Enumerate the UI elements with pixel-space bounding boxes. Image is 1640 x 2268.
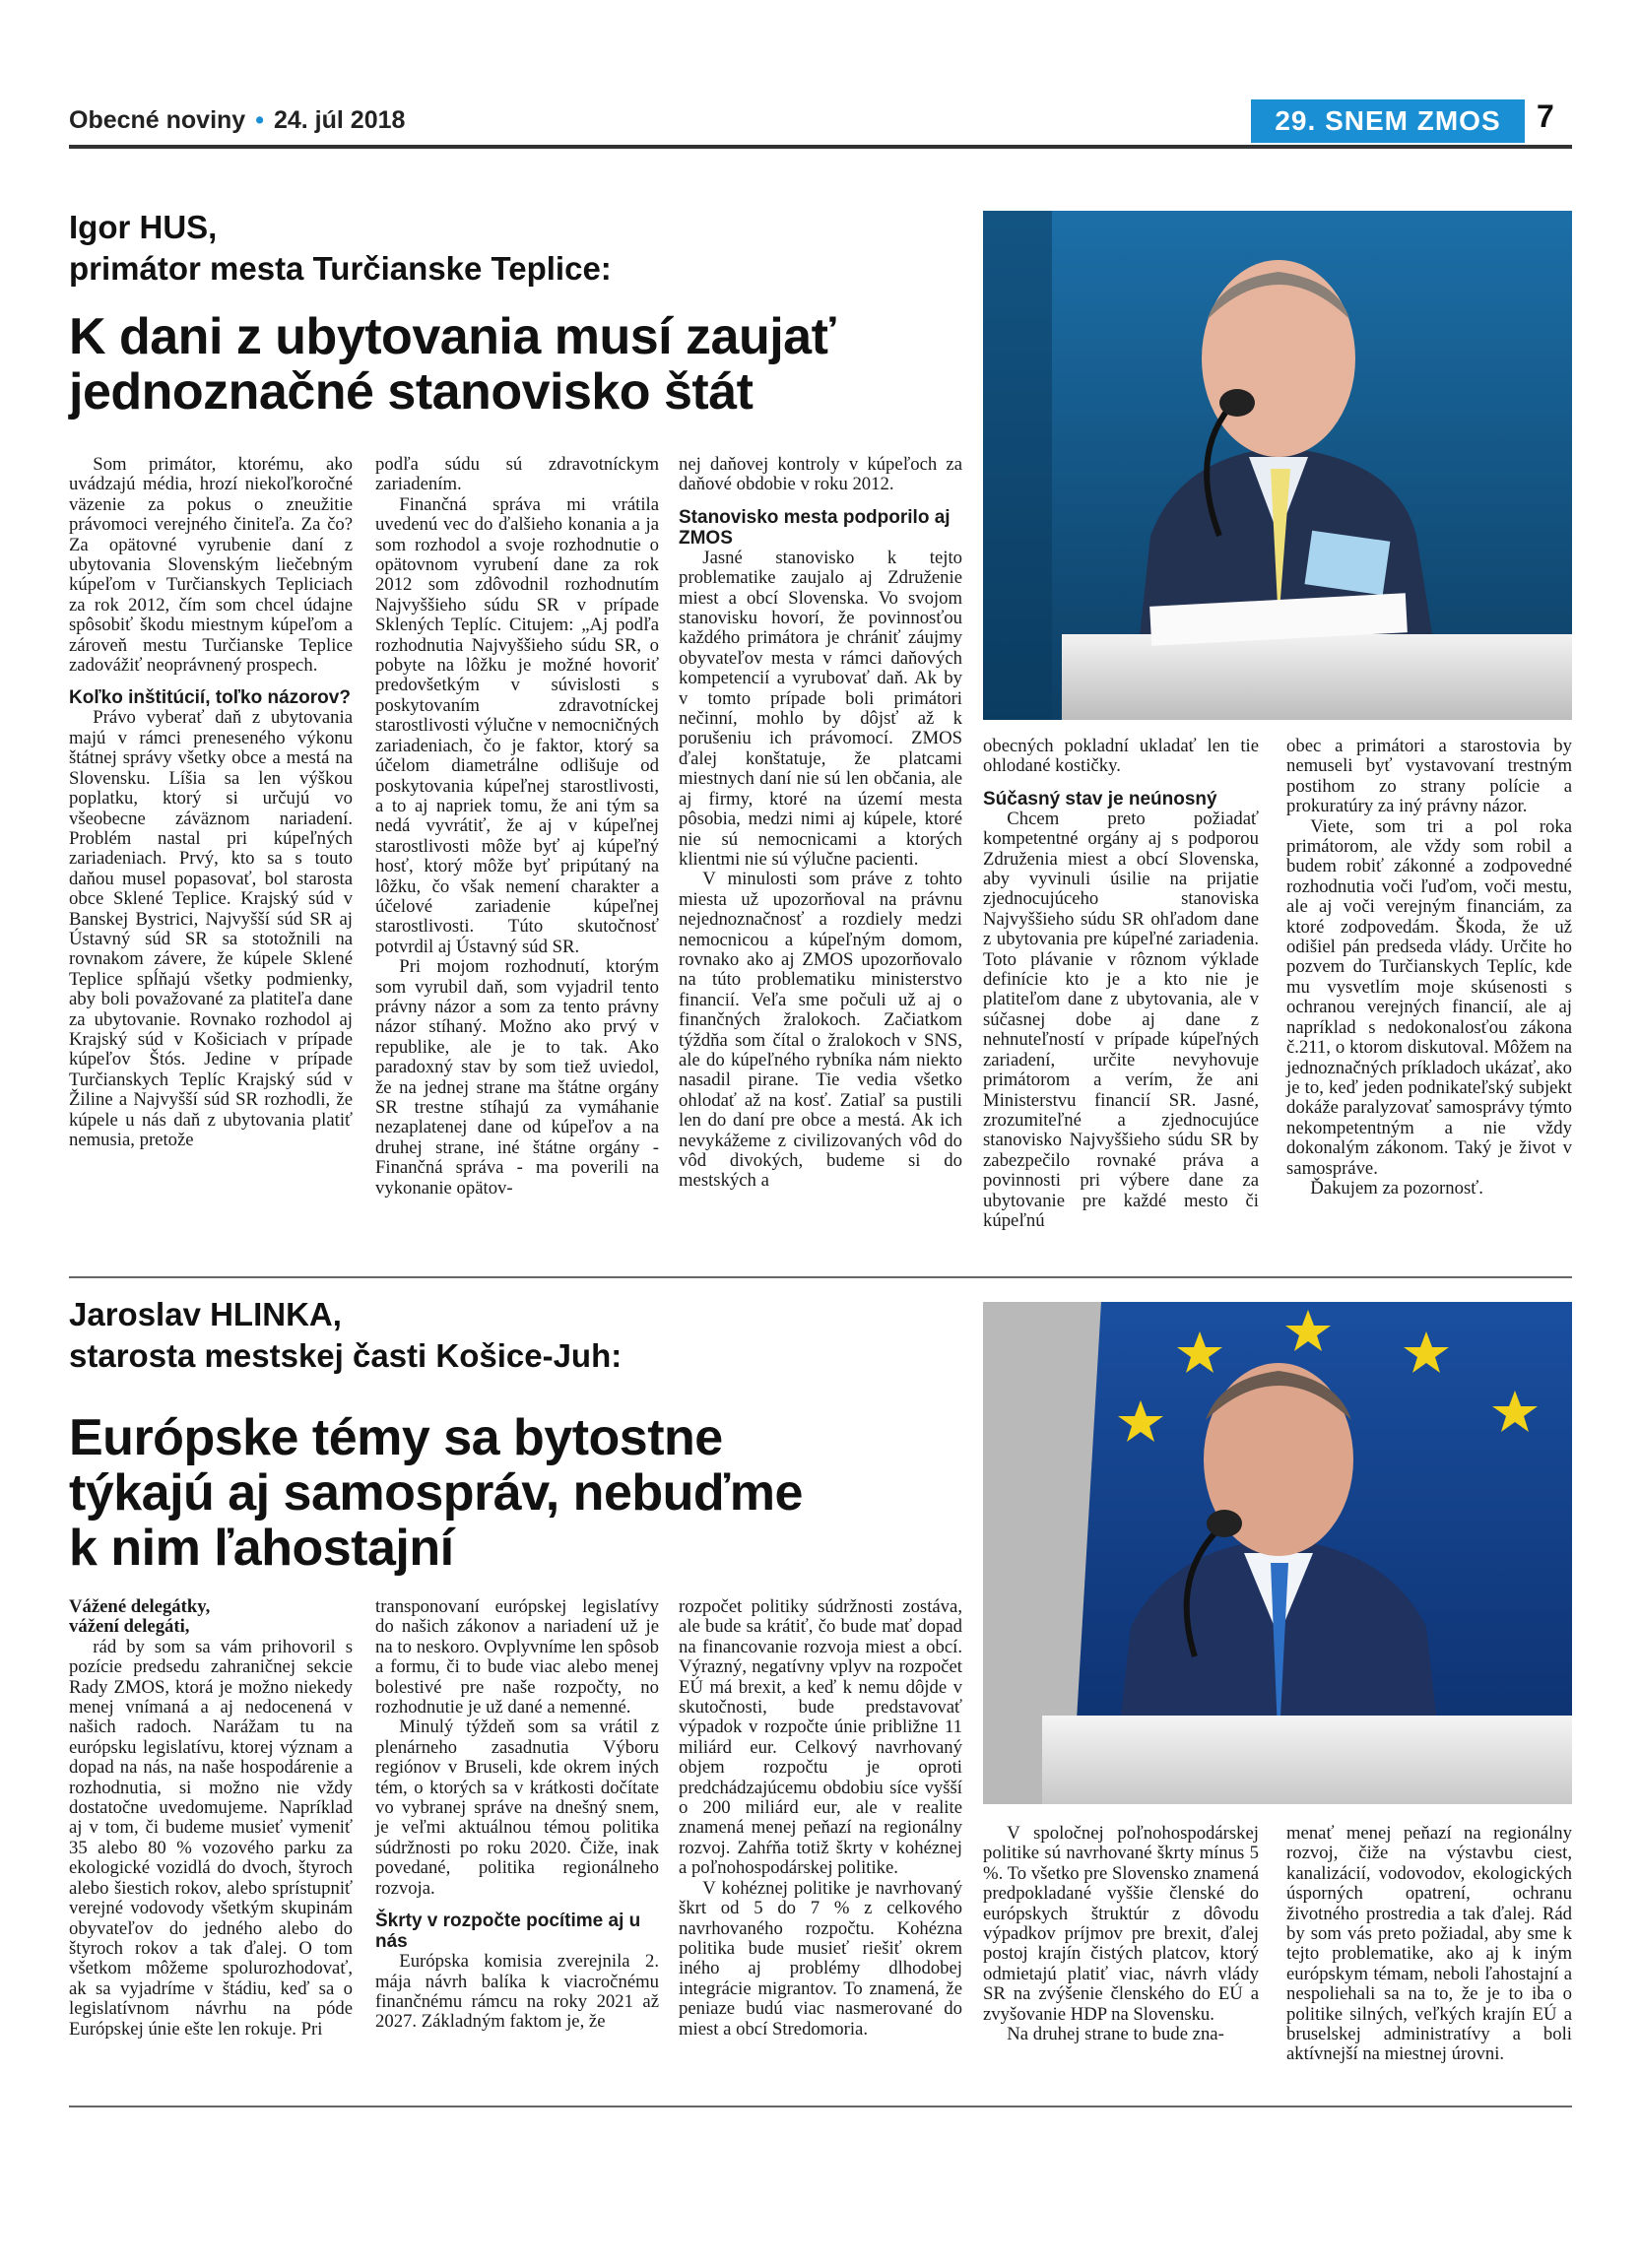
paragraph: Ďakujem za pozornosť.	[1310, 1177, 1483, 1199]
article2-column-1	[69, 1597, 353, 2040]
paragraph: V minulosti som práve z tohto miesta už upozorňoval na právnu nejednoznačnosť a rozdiely medzi nemocnicou a kúpeľným domom, rovnako ako aj ZMOS upozorňovalo na túto problematiku ministerstvo financií. Veľa sme počuli už aj o finančných žralokoch. Začiatkom týždňa som čítal o žralokoch v SNS, ale do kúpeľného rybníka nám niekto nasadil pirane. Tie vedia všetko ohlodať až na kosť. Zatiaľ sa pustili len do daní pre obce a mestá. Ak ich nevykážeme z civilizovaných vôd do vôd divokých, budeme si do mestských a	[679, 869, 962, 1192]
headline-line: K dani z ubytovania musí zaujať	[69, 308, 836, 365]
paragraph: Viete, som tri a pol roka primátorom, ale vždy som robil a budem robiť zákonné a zodpovedné rozhodnutia voči ľuďom, voči mestu, ale aj voči verejným financiám, za ktoré zodpovedám. Škoda, že už odišiel pán predseda vlády. Určite ho pozvem do Turčianskych Teplíc, kde mu vysvetlím moje skúsenosti s ochranou verejných financií, ale aj napríklad s nedokonalosťou zákona č.211, o ktorom diskutoval. Môžem na jednoznačných príkladoch ukázať, ako je to, keď jeden podnikateľský subjekt dokáže paralyzovať samosprávy týmto nekompetentným a nie vždy dokonalým zákonom. Taký je život v samospráve.	[1286, 815, 1572, 1179]
article1-speaker	[69, 207, 612, 290]
paragraph: obecných pokladní ukladať len tie ohlodané kostičky.	[983, 736, 1259, 777]
paragraph: Jasné stanovisko k tejto problematike zaujalo aj Združenie miest a obcí Slovenska. Vo svojom stanovisku hovorí, že povinnosťou každého primátora je chrániť záujmy obyvateľov mesta v rámci daňových kompetencií a vyrubovať daň. Ak by v tomto prípade boli primátori nečinní, mohlo by dôjsť až k porušeniu ich právomocí. ZMOS ďalej konštatuje, že platcami miestnych daní nie sú len občania, ale aj firmy, ktoré na území mesta pôsobia, medzi nimi aj kúpele, ktoré nie sú nemocnicami a ktorých klientmi nie sú výlučne pacienti.	[679, 547, 962, 870]
article1-headline	[69, 309, 835, 420]
speaker-role: primátor mesta Turčianske Teplice:	[69, 250, 612, 287]
headline-line: týkajú aj samospráv, nebuďme	[69, 1464, 803, 1522]
paragraph: nej daňovej kontroly v kúpeľoch za daňové obdobie v roku 2012.	[679, 454, 962, 495]
paragraph: rád by som sa vám prihovoril s pozície predsedu zahraničnej sekcie Rady ZMOS, ktorá je možno niekedy menej vnímaná a aj nedocenená v našich radoch. Narážam tu na európsku legislatívu, ktorej význam a dopad na nás, na naše hospodárenie a rozhodnutia, si možno nie vždy dostatočne uvedomujeme. Napríklad aj v tom, či budeme musieť vymeniť 35 alebo 80 % vozového parku za ekologické vozidlá do dvoch, štyroch alebo šiestich rokov, alebo sprístupniť verejné vodovody všetkým skupinám obyvateľov do jedného alebo do štyroch rokov a tak ďalej. O tom všetkom môžeme spolurozhodovať, ak sa vyjadríme v štádiu, keď sa o legislatívnom návrhu na póde Európskej únie ešte len rokuje. Pri	[69, 1636, 353, 2040]
paragraph: V kohéznej politike je navrhovaný škrt od 5 do 7 % z celkového navrhovaného rozpočtu. Kohézna politika bude musieť riešiť okrem iného aj problémy dlhodobej integrácie migrantov. To znamená, že peniaze budú viac nasmerované do miest a obcí Stredomoria.	[679, 1877, 962, 2040]
speaker-name: Igor HUS,	[69, 209, 218, 245]
article2-headline	[69, 1410, 803, 1576]
article1-column-3	[679, 455, 962, 1192]
publication-name: Obecné noviny	[69, 106, 246, 134]
article2-column-5	[1286, 1824, 1572, 2065]
article2-column-2	[375, 1597, 659, 2033]
paragraph: Právo vyberať daň z ubytovania majú v rámci preneseného výkonu štátnej správy všetky obce a mestá na Slovensku. Líšia sa len výškou poplatku, ktorý si určujú vo všeobecne záväznom nariadení. Problém nastal pri kúpeľných zariadeniach. Prvý, kto sa s touto daňou musel popasovať, bol starosta obce Sklené Teplice. Krajský súd v Banskej Bystrici, Najvyšší súd SR aj Ústavný súd SR sa stotožnili na rovnakom závere, že kúpele Sklené Teplice spĺňajú všetky podmienky, aby boli považované za platiteľa dane za ubytovanie. Rovnako rozhodol aj Krajský súd v Košiciach v prípade kúpeľov Štós. Jedine v prípade Turčianskych Teplíc Krajský súd v Žiline a Najvyšší súd SR rozhodli, že kúpele u nás daň z ubytovania platiť nemusia, pretože	[69, 707, 353, 1150]
paragraph: menať menej peňazí na regionálny rozvoj, čiže na výstavbu ciest, kanalizácií, vodovodov, ekologických úsporných opatrení, ochranu životného prostredia a tak ďalej. Rád by som vás preto požiadal, aby sme k tejto problematike, ako aj k iným európskym témam, neboli ľahostajní a nespoliehali sa na to, že je to iba o politike silných, veľkých krajín EÚ a bruselskej administratívy a boli aktívnejší na miestnej úrovni.	[1286, 1823, 1572, 2065]
paragraph: podľa súdu sú zdravotníckym zariadením.	[375, 454, 659, 495]
article2-speaker	[69, 1294, 622, 1377]
subheading: Škrty v rozpočte pocítime aj u nás	[375, 1911, 641, 1953]
page-number: 7	[1537, 98, 1554, 134]
salutation: Vážené delegátky,	[69, 1596, 211, 1617]
paragraph: obec a primátori a starostovia by nemuseli byť vystavovaní trestným postihom zo strany polície a prokuratúry za iný právny názor.	[1286, 736, 1572, 817]
headline-line: jednoznačné stanovisko štát	[69, 363, 754, 421]
article-separator	[69, 1276, 1572, 1278]
paragraph: Pri mojom rozhodnutí, ktorým som vyrubil daň, som vyjadril tento právny názor a som za tento právny názor stíhaný. Možno ako prvý v republike, ale je to tak. Ako paradoxný stav by som tiež uviedol, že na jednej strane ma štátne orgány SR trestne stíhajú za vymáhanie nezaplatenej dane od kúpeľov a na druhej strane, iné štátne orgány - Finančná správa - ma poverili na vykonanie opätov-	[375, 956, 659, 1199]
bottom-rule	[69, 2106, 1572, 2107]
subheading: Koľko inštitúcií, toľko názorov?	[69, 687, 351, 709]
subheading: Stanovisko mesta podporilo aj ZMOS	[679, 506, 951, 549]
paragraph: Minulý týždeň som sa vrátil z plenárneho zasadnutia Výboru regiónov v Bruseli, kde okrem iných tém, o ktorých sa v krátkosti dočítate vo vybranej správe na dnešný snem, je veľmi aktuálnou témou politika súdržnosti po roku 2020. Čiže, inak povedané, politika regionálneho rozvoja.	[375, 1717, 659, 1899]
subheading: Súčasný stav je neúnosný	[983, 788, 1217, 810]
paragraph: rozpočet politiky súdržnosti zostáva, ale bude sa krátiť, čo bude mať dopad na financovanie rozvoja miest a obcí. Výrazný, negatívny vplyv na rozpočet EÚ má brexit, a keď k nemu dôjde v skutočnosti, bude predstavovať výpadok v rozpočte únie približne 11 miliárd eur. Celkový navrhovaný objem rozpočtu je oproti predchádzajúcemu obdobiu síce vyšší o 200 miliárd eur, ale v realite znamená menej peňazí na regionálny rozvoj. Zahŕňa totiž škrty v kohéznej a poľnohospodárskej politike.	[679, 1596, 962, 1879]
header-rule	[69, 145, 1572, 149]
article1-column-1	[69, 455, 353, 1150]
section-badge: 29. SNEM ZMOS	[1251, 99, 1525, 143]
speaker-name: Jaroslav HLINKA,	[69, 1296, 342, 1332]
salutation: vážení delegáti,	[69, 1616, 190, 1638]
paragraph: Chcem preto požiadať kompetentné orgány aj s podporou Združenia miest a obcí Slovenska, aby vyvinuli úsilie na prijatie zjednocujúceho stanoviska Najvyššieho súdu SR ohľadom dane z ubytovania pre kúpeľné zariadenia. Toto plávanie v rôznom výklade definície kto je a kto nie je platiteľom dane z ubytovania, ale v súčasnej dobe aj dane z nehnuteľností v prípade kúpeľných zariadení, určite nevyhovuje primátorom a verím, že ani Ministerstvu financií SR. Jasné, zrozumiteľné a zjednocujúce stanovisko Najvyššieho súdu SR by zabezpečilo rovnaké práva a povinnosti pri výbere dane za ubytovanie pre každé mesto či kúpeľnú	[983, 808, 1259, 1231]
masthead	[69, 106, 405, 135]
article1-column-4	[983, 737, 1259, 1231]
issue-date: 24. júl 2018	[273, 106, 406, 134]
photo-jaroslav-hlinka	[983, 1302, 1572, 1804]
headline-line: Európske témy sa bytostne	[69, 1409, 723, 1466]
article1-column-2	[375, 455, 659, 1199]
bullet-separator: •	[255, 106, 264, 134]
paragraph: Na druhej strane to bude zna-	[1007, 2024, 1224, 2045]
speaker-role: starosta mestskej časti Košice-Juh:	[69, 1337, 623, 1374]
paragraph: V spoločnej poľnohospodárskej politike sú navrhované škrty mínus 5 %. To všetko pre Slovensko znamená predpokladané vyššie členské do európskych štruktúr z dôvodu výpadkov príjmov pre brexit, ďalej postoj krajín čistých platcov, ktorý odmietajú platiť viac, návrh vlády SR na zvýšenie členského do EÚ a zvyšovanie HDP na Slovensku.	[983, 1823, 1259, 2025]
paragraph: transponovaní európskej legislatívy do našich zákonov a nariadení už je na to neskoro. Ovplyvníme len spôsob a formu, či to bude viac alebo menej bolestivé pre naše rozpočty, no rozhodnutie je už dané a nemenné.	[375, 1596, 659, 1718]
article2-column-3	[679, 1597, 962, 2040]
paragraph: Európska komisia zverejnila 2. mája návrh balíka k viacročnému finančnému rámcu na roky 2021 až 2027. Základným faktom je, že	[375, 1951, 659, 2033]
photo-igor-hus	[983, 211, 1572, 720]
headline-line: k nim ľahostajní	[69, 1520, 454, 1577]
paragraph: Finančná správa mi vrátila uvedenú vec do ďalšieho konania a ja som rozhodol a svoje rozhodnutie o opätovnom vyrubení dane za rok 2012 som zdôvodnil rozhodnutím Najvyššieho súdu SR v prípade Sklených Teplíc. Citujem: „Aj podľa rozhodnutia Najvyššieho súdu SR, o pobyte na lôžku je možné hovoriť predovšetkým v súvislosti s poskytovaním zdravotníckej starostlivosti výlučne v nemocničných zariadeniach, čo je faktor, ktorý sa účelom diametrálne odlišuje od poskytovania kúpeľnej starostlivosti, a to aj napriek tomu, že ani tým sa nedá vyvrátiť, že aj v kúpeľnej starostlivosti môže byť aj kúpeľný hosť, ktorý môže byť pripútaný na lôžku, čo však nemení charakter a účelové zariadenie kúpeľnej starostlivosti. Túto skutočnosť potvrdil aj Ústavný súd SR.	[375, 493, 659, 957]
article1-column-5	[1286, 737, 1572, 1199]
paragraph: Som primátor, ktorému, ako uvádzajú média, hrozí niekoľkoročné väzenie za pokus o zneužitie právomoci verejného činiteľa. Za čo? Za opätovné vyrubenie daní z ubytovania Slovenským liečebným kúpeľom v Turčianskych Tepliciach za rok 2012, čím som chcel údajne spôsobiť škodu miestnym kúpeľom a zároveň mestu Turčianske Teplice zadovážiť neoprávnený prospech.	[69, 454, 353, 677]
article2-column-4	[983, 1824, 1259, 2044]
